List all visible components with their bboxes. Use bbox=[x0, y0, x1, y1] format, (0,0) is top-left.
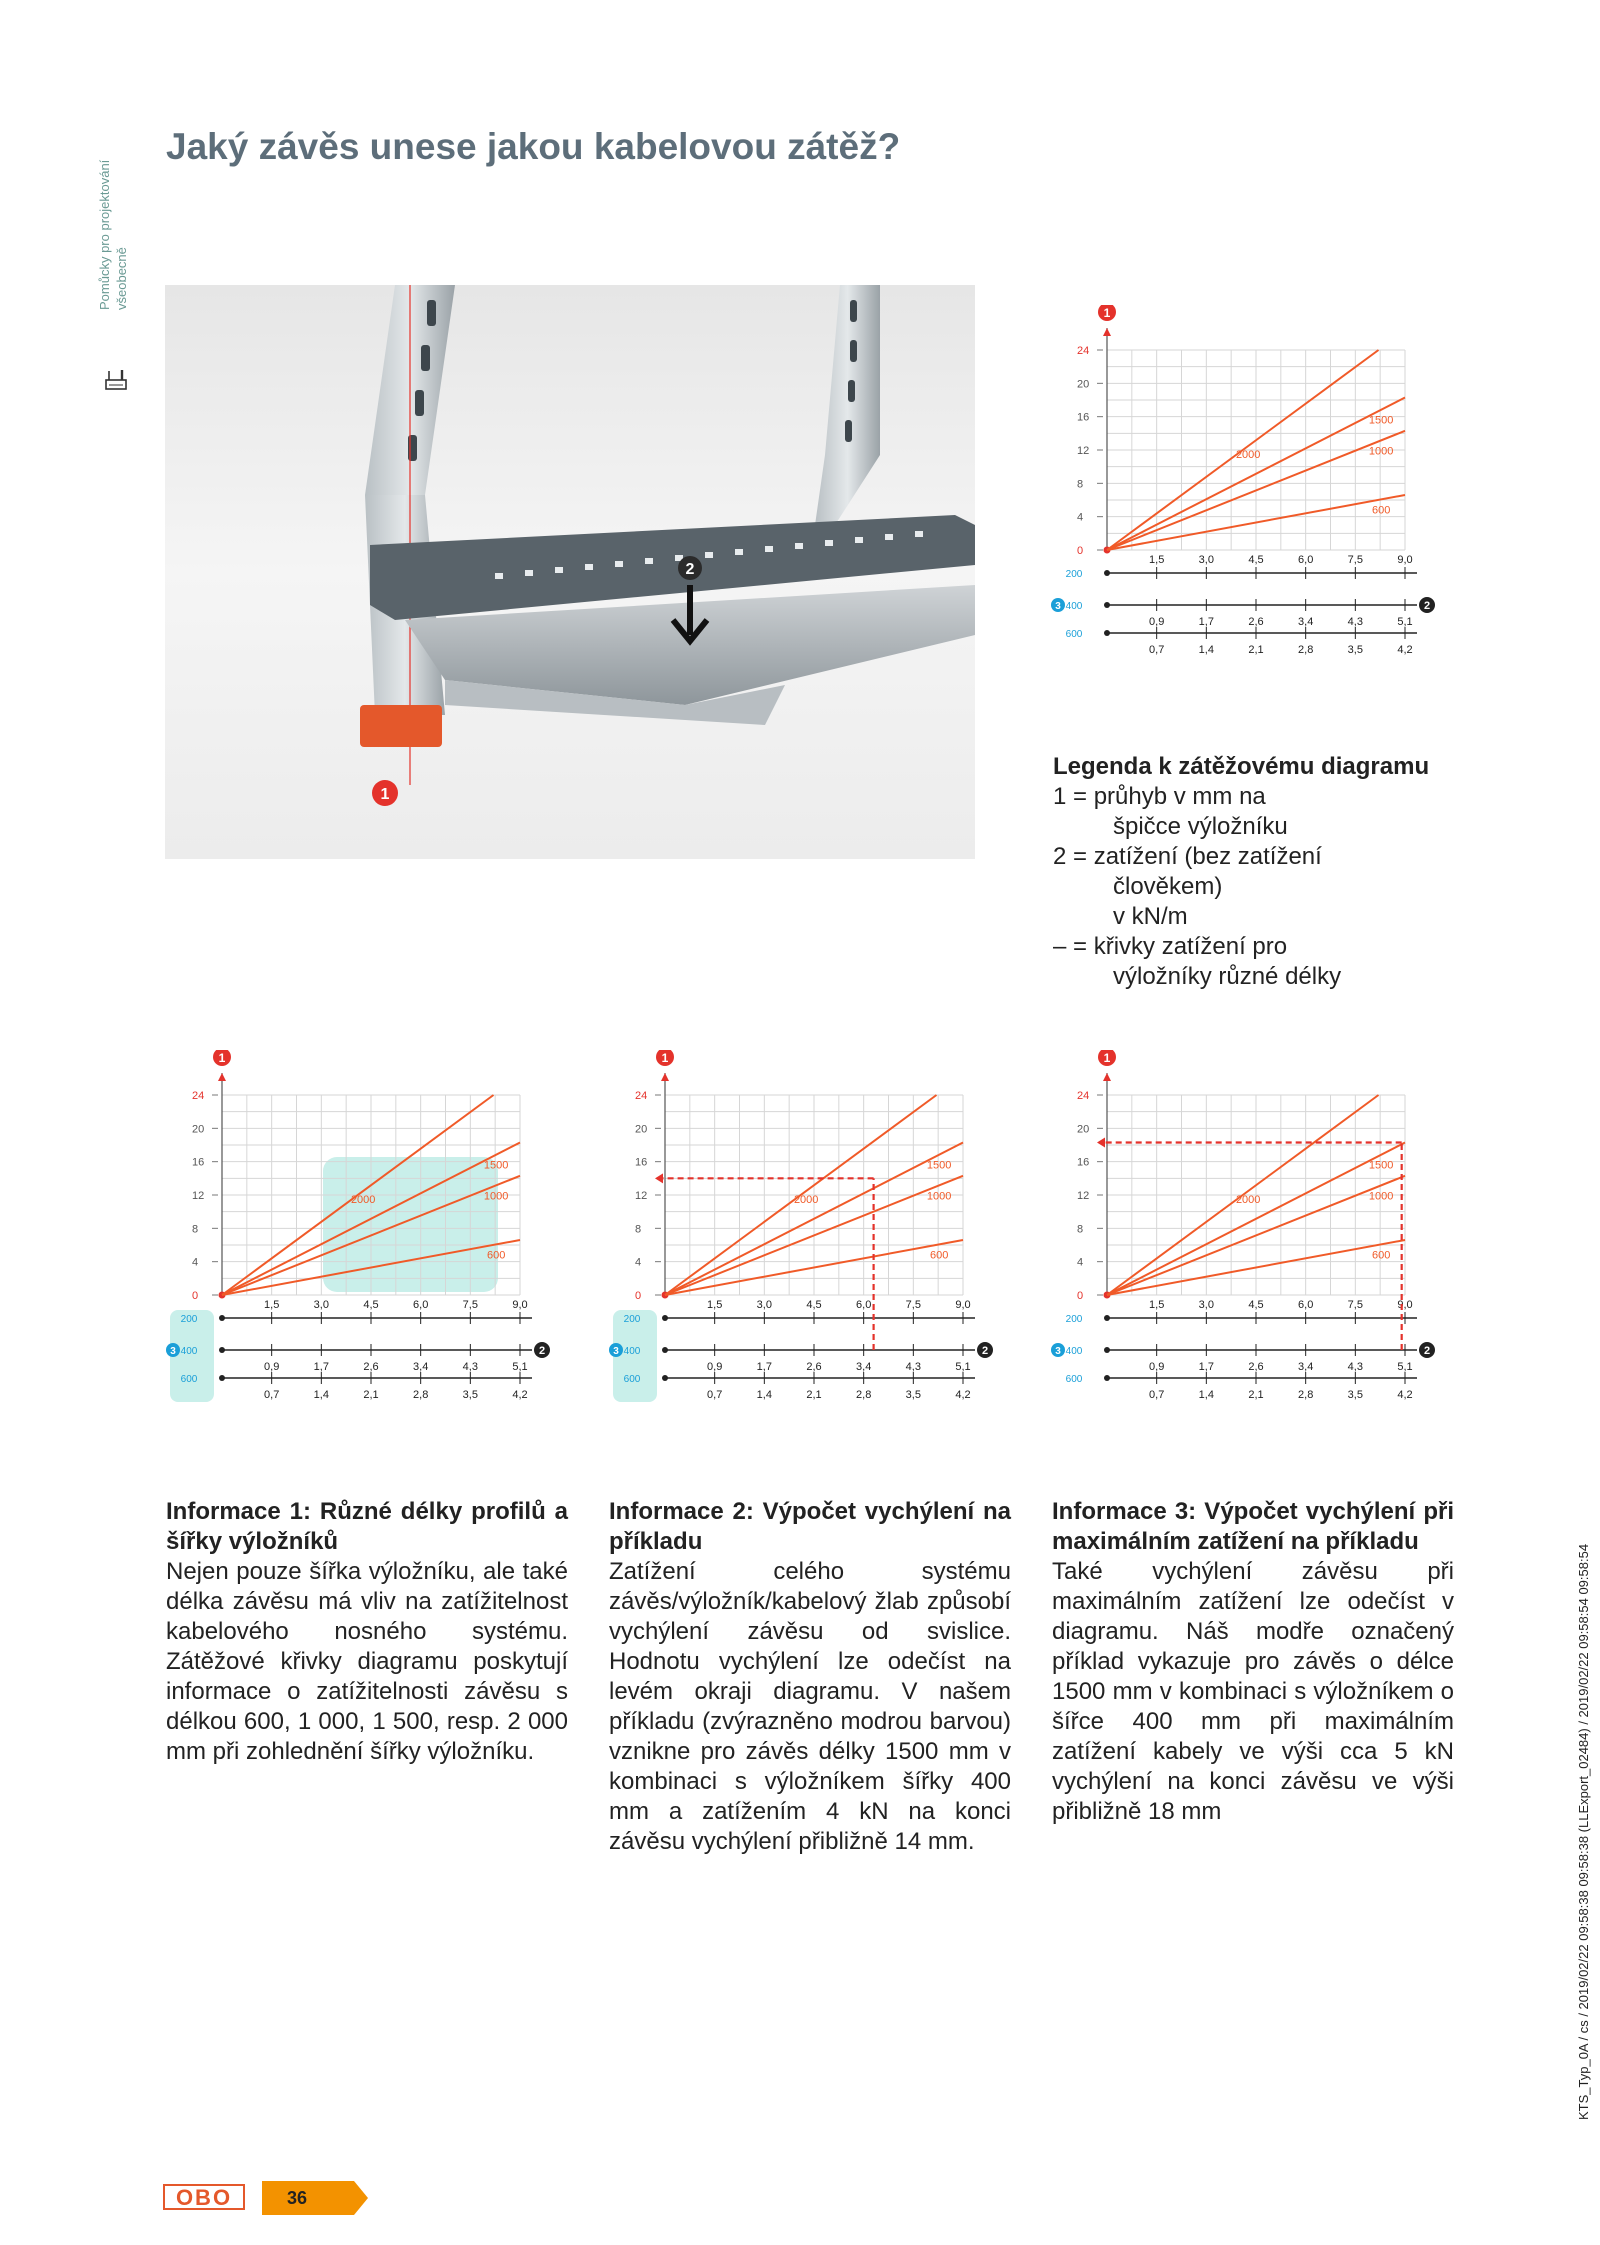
x-tick-label: 2,8 bbox=[413, 1389, 429, 1401]
x-tick-label: 7,5 bbox=[1347, 1299, 1363, 1311]
x-tick-label: 3,4 bbox=[1298, 1361, 1314, 1373]
x-tick-label: 6,0 bbox=[1298, 1299, 1314, 1311]
sidebar-category bbox=[96, 120, 136, 320]
y-tick-label: 8 bbox=[192, 1223, 199, 1236]
y-axis-arrow bbox=[661, 1073, 669, 1081]
x-tick-label: 4,3 bbox=[1347, 616, 1363, 628]
y-tick-label: 24 bbox=[1077, 1090, 1090, 1102]
curve-label-2000: 2000 bbox=[1235, 1194, 1261, 1206]
page-title: Jaký závěs unese jakou kabelovou zátěž? bbox=[166, 126, 901, 167]
y-tick-label: 4 bbox=[1077, 511, 1084, 524]
x-axis-marker-label: 2 bbox=[538, 1345, 546, 1357]
info-heading: Informace 1: Různé délky profilů a šířky výložníků bbox=[166, 1498, 568, 1555]
photo-marker-1: 1 bbox=[380, 786, 390, 803]
x-tick-label: 0,7 bbox=[1149, 1389, 1165, 1401]
y-tick-label: 20 bbox=[192, 1123, 205, 1136]
legend-item-1-cont: špičce výložníku bbox=[1113, 813, 1288, 840]
curve-label-600: 600 bbox=[1371, 504, 1391, 517]
x-axis-row-start bbox=[1104, 1347, 1110, 1353]
x-tick-label: 9,0 bbox=[1397, 554, 1413, 566]
info-text: Také vychýlení závěsu při maximálním zatížení lze odečíst v diagramu. Náš modře označený příklad vykazuje pro závěs o délce 1500 mm v kombinaci s výložníkem o šířce 400 mm při maximálním zatížení kabely ve výši cca 5 kN vychýlení na konci závěsu ve výši přibližně 18 mm bbox=[1052, 1558, 1454, 1825]
curve-label-1000: 1000 bbox=[926, 1190, 952, 1203]
width-label-600: 600 bbox=[1065, 1374, 1083, 1385]
curve-label-1500: 1500 bbox=[1368, 1159, 1394, 1172]
x-tick-label: 0,9 bbox=[1149, 1361, 1165, 1373]
width-label-400: 400 bbox=[180, 1346, 198, 1357]
info-heading: Informace 3: Výpočet vychýlení při maximálním zatížení na příkladu bbox=[1052, 1498, 1454, 1555]
y-tick-label: 0 bbox=[635, 1290, 642, 1302]
width-marker-label: 3 bbox=[1055, 601, 1061, 612]
x-tick-label: 1,4 bbox=[756, 1389, 772, 1401]
y-tick-label: 12 bbox=[635, 1190, 648, 1202]
y-tick-label: 24 bbox=[192, 1090, 205, 1102]
legend-item-1: 1 = průhyb v mm na bbox=[1053, 783, 1266, 810]
info-text: Nejen pouze šířka výložníku, ale také délka závěsu má vliv na zatížitelnost kabelového nosného systému. Zátěžové křivky diagramu poskytují informace o zatížitelnosti závěsu s délkou 600, 1 000, 1 500, resp. 2 000 mm při zohlednění šířky výložníku. bbox=[166, 1558, 568, 1765]
x-tick-label: 0,7 bbox=[264, 1389, 280, 1401]
x-tick-label: 7,5 bbox=[905, 1299, 921, 1311]
y-tick-label: 24 bbox=[635, 1090, 648, 1102]
x-tick-label: 2,1 bbox=[1248, 1389, 1264, 1401]
width-label-400: 400 bbox=[1065, 1346, 1083, 1357]
curve-label-1500: 1500 bbox=[483, 1159, 509, 1172]
x-axis-row-start bbox=[1104, 602, 1110, 608]
x-tick-label: 2,6 bbox=[1248, 1361, 1264, 1373]
sidebar-category-text: Pomůcky pro projektování všeobecně bbox=[97, 159, 129, 310]
x-tick-label: 6,0 bbox=[856, 1299, 872, 1311]
x-tick-label: 1,4 bbox=[1198, 1389, 1214, 1401]
x-tick-label: 3,5 bbox=[462, 1389, 478, 1401]
legend-heading: Legenda k zátěžovému diagramu bbox=[1053, 753, 1430, 780]
x-tick-label: 3,5 bbox=[1347, 1389, 1363, 1401]
x-axis-row-start bbox=[1104, 570, 1110, 576]
width-label-400: 400 bbox=[1065, 601, 1083, 612]
load-diagram-main bbox=[1050, 305, 1435, 730]
photo-marker-2: 2 bbox=[685, 561, 695, 578]
legend-item-3-cont: výložníky různé délky bbox=[1113, 963, 1342, 990]
curve-label-2000: 2000 bbox=[350, 1194, 376, 1206]
width-label-400: 400 bbox=[623, 1346, 641, 1357]
y-tick-label: 0 bbox=[1077, 545, 1084, 557]
y-tick-label: 12 bbox=[192, 1190, 205, 1202]
info-block-3 bbox=[1052, 1497, 1454, 1827]
y-tick-label: 8 bbox=[635, 1223, 642, 1236]
x-tick-label: 4,2 bbox=[512, 1389, 528, 1401]
x-axis-row-start bbox=[662, 1347, 668, 1353]
legend-item-2-cont: člověkem) bbox=[1113, 873, 1223, 900]
width-label-200: 200 bbox=[623, 1314, 641, 1325]
chart-svg bbox=[608, 1050, 993, 1475]
product-photo bbox=[165, 285, 975, 859]
x-tick-label: 5,1 bbox=[955, 1361, 971, 1373]
legend-item-2-unit: v kN/m bbox=[1113, 903, 1188, 930]
x-axis-marker-label: 2 bbox=[1423, 600, 1431, 612]
y-tick-label: 4 bbox=[1077, 1256, 1084, 1269]
info-text: Zatížení celého systému závěs/výložník/kabelový žlab způsobí vychýlení závěsu od svislice. Hodnotu vychýlení lze odečíst na levém okraji diagramu. V našem příkladu (zvýrazněno modrou barvou) vznikne pro závěs délky 1500 mm v kombinaci s výložníkem šířky 400 mm a zatížením 4 kN na konci závěsu vychýlení přibližně 14 mm. bbox=[609, 1558, 1011, 1855]
x-tick-label: 2,8 bbox=[856, 1389, 872, 1401]
x-tick-label: 1,5 bbox=[264, 1299, 280, 1311]
x-tick-label: 3,0 bbox=[756, 1299, 772, 1311]
x-tick-label: 0,9 bbox=[264, 1361, 280, 1373]
y-tick-label: 20 bbox=[1077, 1123, 1090, 1136]
x-tick-label: 1,4 bbox=[313, 1389, 329, 1401]
x-tick-label: 0,9 bbox=[707, 1361, 723, 1373]
x-axis-marker-label: 2 bbox=[981, 1345, 989, 1357]
info-block-2 bbox=[609, 1497, 1011, 1857]
y-tick-label: 12 bbox=[1077, 1190, 1090, 1202]
curve-label-1000: 1000 bbox=[483, 1190, 509, 1203]
x-tick-label: 2,6 bbox=[1248, 616, 1264, 628]
x-tick-label: 6,0 bbox=[1298, 554, 1314, 566]
curve-label-2000: 2000 bbox=[793, 1194, 819, 1206]
x-tick-label: 3,4 bbox=[413, 1361, 429, 1373]
y-tick-label: 4 bbox=[192, 1256, 199, 1269]
width-label-600: 600 bbox=[1065, 629, 1083, 640]
x-axis-row-start bbox=[1104, 1375, 1110, 1381]
y-tick-label: 16 bbox=[635, 1156, 648, 1169]
curve-label-600: 600 bbox=[1371, 1249, 1391, 1262]
load-diagram-info3 bbox=[1050, 1050, 1435, 1475]
x-tick-label: 2,6 bbox=[806, 1361, 822, 1373]
x-tick-label: 3,0 bbox=[1198, 1299, 1214, 1311]
reading-arrow bbox=[1097, 1138, 1105, 1148]
y-tick-label: 16 bbox=[1077, 411, 1090, 424]
x-tick-label: 1,5 bbox=[707, 1299, 723, 1311]
x-tick-label: 2,1 bbox=[806, 1389, 822, 1401]
x-tick-label: 7,5 bbox=[1347, 554, 1363, 566]
curve-label-1500: 1500 bbox=[1368, 414, 1394, 427]
info-block-1 bbox=[166, 1497, 568, 1767]
reading-arrow bbox=[655, 1173, 663, 1183]
legend-item-3: – = křivky zatížení pro bbox=[1053, 933, 1288, 960]
x-tick-label: 2,8 bbox=[1298, 1389, 1314, 1401]
y-tick-label: 24 bbox=[1077, 345, 1090, 357]
curve-label-1000: 1000 bbox=[1368, 1190, 1394, 1203]
y-tick-label: 20 bbox=[635, 1123, 648, 1136]
x-tick-label: 4,2 bbox=[1397, 1389, 1413, 1401]
x-tick-label: 3,4 bbox=[1298, 616, 1314, 628]
width-label-600: 600 bbox=[623, 1374, 641, 1385]
width-marker-label: 3 bbox=[1055, 1346, 1061, 1357]
x-tick-label: 3,5 bbox=[1347, 644, 1363, 656]
x-tick-label: 4,2 bbox=[955, 1389, 971, 1401]
x-tick-label: 4,3 bbox=[1347, 1361, 1363, 1373]
load-diagram-info2 bbox=[608, 1050, 993, 1475]
tools-icon bbox=[104, 368, 128, 392]
chart-svg bbox=[1050, 305, 1435, 730]
x-tick-label: 5,1 bbox=[1397, 1361, 1413, 1373]
document-meta-text: KTS_Typ_0A / cs / 2019/02/22 09:58:38 09:58:38 (LLExport_02484) / 2019/02/22 09:58:54 09:58:54 bbox=[1576, 1543, 1591, 2120]
y-tick-label: 20 bbox=[1077, 378, 1090, 391]
x-tick-label: 7,5 bbox=[462, 1299, 478, 1311]
y-axis-marker-label: 1 bbox=[1103, 1051, 1111, 1065]
width-label-600: 600 bbox=[180, 1374, 198, 1385]
legend-item-2: 2 = zatížení (bez zatížení bbox=[1053, 843, 1322, 870]
x-tick-label: 1,7 bbox=[313, 1361, 329, 1373]
x-tick-label: 1,4 bbox=[1198, 644, 1214, 656]
y-axis-arrow bbox=[1103, 328, 1111, 336]
x-tick-label: 5,1 bbox=[1397, 616, 1413, 628]
x-tick-label: 1,5 bbox=[1149, 554, 1165, 566]
x-tick-label: 6,0 bbox=[413, 1299, 429, 1311]
x-tick-label: 1,7 bbox=[1198, 1361, 1214, 1373]
x-axis-row-start bbox=[1104, 630, 1110, 636]
x-tick-label: 9,0 bbox=[1397, 1299, 1413, 1311]
curve-label-600: 600 bbox=[486, 1249, 506, 1262]
y-axis-arrow bbox=[218, 1073, 226, 1081]
x-tick-label: 9,0 bbox=[955, 1299, 971, 1311]
y-tick-label: 16 bbox=[192, 1156, 205, 1169]
chart-svg bbox=[165, 1050, 550, 1475]
width-marker-label: 3 bbox=[170, 1346, 176, 1357]
y-tick-label: 8 bbox=[1077, 478, 1084, 491]
width-marker-label: 3 bbox=[613, 1346, 619, 1357]
y-tick-label: 0 bbox=[1077, 1290, 1084, 1302]
y-axis-marker-label: 1 bbox=[218, 1051, 226, 1065]
width-label-200: 200 bbox=[180, 1314, 198, 1325]
page-number: 36 bbox=[286, 2188, 308, 2208]
y-tick-label: 4 bbox=[635, 1256, 642, 1269]
x-axis-row-start bbox=[219, 1347, 225, 1353]
x-tick-label: 2,8 bbox=[1298, 644, 1314, 656]
y-tick-label: 0 bbox=[192, 1290, 199, 1302]
x-axis-marker-label: 2 bbox=[1423, 1345, 1431, 1357]
curve-label-1000: 1000 bbox=[1368, 445, 1394, 458]
x-tick-label: 4,5 bbox=[363, 1299, 379, 1311]
x-tick-label: 4,5 bbox=[1248, 1299, 1264, 1311]
info-heading: Informace 2: Výpočet vychýlení na příkladu bbox=[609, 1498, 1011, 1555]
x-axis-row-start bbox=[219, 1375, 225, 1381]
x-tick-label: 4,5 bbox=[806, 1299, 822, 1311]
document-meta bbox=[1576, 1543, 1596, 2140]
x-axis-row-start bbox=[662, 1375, 668, 1381]
x-tick-label: 3,0 bbox=[313, 1299, 329, 1311]
x-tick-label: 4,3 bbox=[905, 1361, 921, 1373]
y-axis-marker-label: 1 bbox=[1103, 306, 1111, 320]
y-axis-arrow bbox=[1103, 1073, 1111, 1081]
obo-logo-text: OBO bbox=[175, 2185, 233, 2210]
x-tick-label: 4,3 bbox=[462, 1361, 478, 1373]
x-tick-label: 2,6 bbox=[363, 1361, 379, 1373]
x-tick-label: 1,7 bbox=[1198, 616, 1214, 628]
x-tick-label: 2,1 bbox=[1248, 644, 1264, 656]
x-tick-label: 1,5 bbox=[1149, 1299, 1165, 1311]
x-tick-label: 0,9 bbox=[1149, 616, 1165, 628]
obo-logo bbox=[163, 2181, 245, 2213]
x-tick-label: 0,7 bbox=[707, 1389, 723, 1401]
x-tick-label: 3,0 bbox=[1198, 554, 1214, 566]
chart-svg bbox=[1050, 1050, 1435, 1475]
x-tick-label: 5,1 bbox=[512, 1361, 528, 1373]
curve-label-2000: 2000 bbox=[1235, 449, 1261, 461]
x-tick-label: 1,7 bbox=[756, 1361, 772, 1373]
y-tick-label: 8 bbox=[1077, 1223, 1084, 1236]
y-tick-label: 12 bbox=[1077, 445, 1090, 457]
x-tick-label: 3,4 bbox=[856, 1361, 872, 1373]
y-axis-marker-label: 1 bbox=[661, 1051, 669, 1065]
x-axis-row-start bbox=[1104, 1315, 1110, 1321]
x-axis-row-start bbox=[662, 1315, 668, 1321]
curve-label-600: 600 bbox=[929, 1249, 949, 1262]
x-tick-label: 3,5 bbox=[905, 1389, 921, 1401]
x-axis-row-start bbox=[219, 1315, 225, 1321]
y-tick-label: 16 bbox=[1077, 1156, 1090, 1169]
width-label-200: 200 bbox=[1065, 1314, 1083, 1325]
legend bbox=[1053, 752, 1473, 992]
x-tick-label: 2,1 bbox=[363, 1389, 379, 1401]
x-tick-label: 4,5 bbox=[1248, 554, 1264, 566]
curve-label-1500: 1500 bbox=[926, 1159, 952, 1172]
width-label-200: 200 bbox=[1065, 569, 1083, 580]
x-tick-label: 0,7 bbox=[1149, 644, 1165, 656]
load-diagram-info1 bbox=[165, 1050, 550, 1475]
x-tick-label: 9,0 bbox=[512, 1299, 528, 1311]
x-tick-label: 4,2 bbox=[1397, 644, 1413, 656]
